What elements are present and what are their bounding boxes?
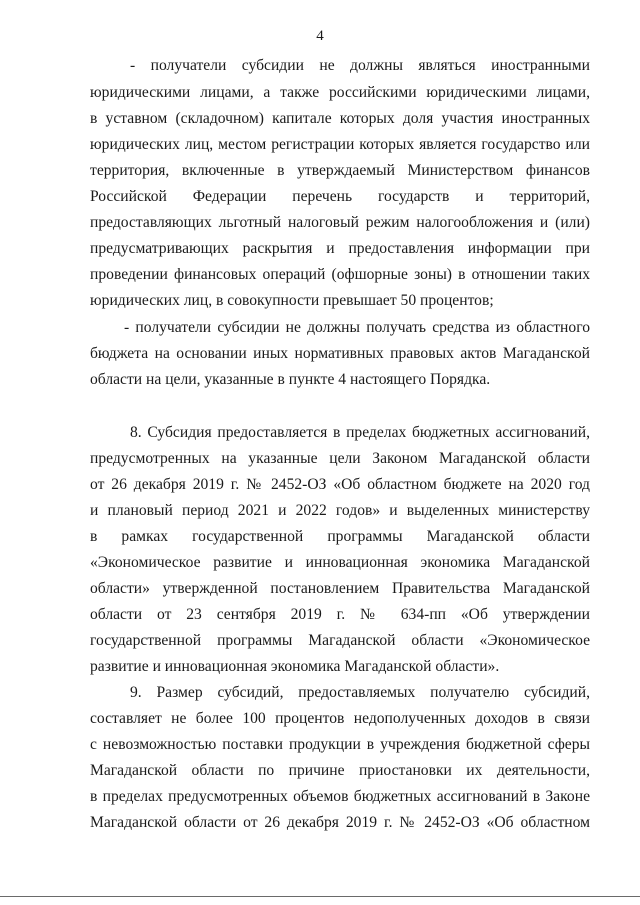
text-line: Магаданской области от 26 декабря 2019 г. № 2452-ОЗ «Об областном bbox=[90, 814, 590, 831]
text-line: Российской Федерации перечень государств и территорий, bbox=[90, 188, 590, 205]
text-line: предоставляющих льготный налоговый режим налогообложения и (или) bbox=[90, 214, 590, 231]
text-line: проведении финансовых операций (офшорные зоны) в отношении таких bbox=[90, 266, 590, 283]
text-line: государственной программы Магаданской области «Экономическое bbox=[90, 632, 590, 649]
text-line: предусматривающих раскрытия и предоставления информации при bbox=[90, 240, 590, 257]
text-line: юридических лиц, местом регистрации которых является государство или bbox=[90, 136, 590, 153]
text-line: в рамках государственной программы Магаданской области bbox=[90, 528, 590, 545]
text-line: предусмотренных на указанные цели Законом Магаданской области bbox=[90, 450, 590, 467]
text-line: развитие и инновационная экономика Магаданской области». bbox=[90, 658, 500, 675]
text-line: «Экономическое развитие и инновационная экономика Магаданской bbox=[90, 554, 590, 571]
text-line: в пределах предусмотренных объемов бюджетных ассигнований в Законе bbox=[90, 788, 590, 805]
text-line: области от 23 сентября 2019 г. № 634-пп «Об утверждении bbox=[90, 606, 590, 623]
page-number: 4 bbox=[316, 28, 324, 44]
page-bottom-rule bbox=[0, 896, 640, 897]
text-line: юридических лиц, в совокупности превышает 50 процентов; bbox=[90, 292, 494, 309]
text-line: составляет не более 100 процентов недополученных доходов в связи bbox=[90, 710, 590, 727]
text-line: от 26 декабря 2019 г. № 2452-ОЗ «Об областном бюджете на 2020 год bbox=[90, 476, 590, 493]
text-line: бюджета на основании иных нормативных правовых актов Магаданской bbox=[90, 345, 590, 362]
text-line: в уставном (складочном) капитале которых доля участия иностранных bbox=[90, 110, 590, 127]
text-line: - получатели субсидии не должны являться иностранными bbox=[130, 57, 590, 74]
text-line: - получатели субсидии не должны получать средства из областного bbox=[124, 319, 590, 336]
text-line: 9. Размер субсидий, предоставляемых получателю субсидий, bbox=[130, 684, 590, 701]
text-line: Магаданской области по причине приостановки их деятельности, bbox=[90, 762, 590, 779]
text-line: юридическими лицами, а также российскими юридическими лицами, bbox=[90, 84, 590, 101]
text-line: области» утвержденной постановлением Правительства Магаданской bbox=[90, 580, 590, 597]
text-line: 8. Субсидия предоставляется в пределах бюджетных ассигнований, bbox=[130, 424, 590, 441]
text-line: с невозможностью поставки продукции в учреждения бюджетной сферы bbox=[90, 736, 590, 753]
text-line: области на цели, указанные в пункте 4 настоящего Порядка. bbox=[90, 371, 491, 388]
text-line: и плановый период 2021 и 2022 годов» и выделенных министерству bbox=[90, 502, 590, 519]
text-line: территория, включенные в утверждаемый Министерством финансов bbox=[90, 162, 590, 179]
